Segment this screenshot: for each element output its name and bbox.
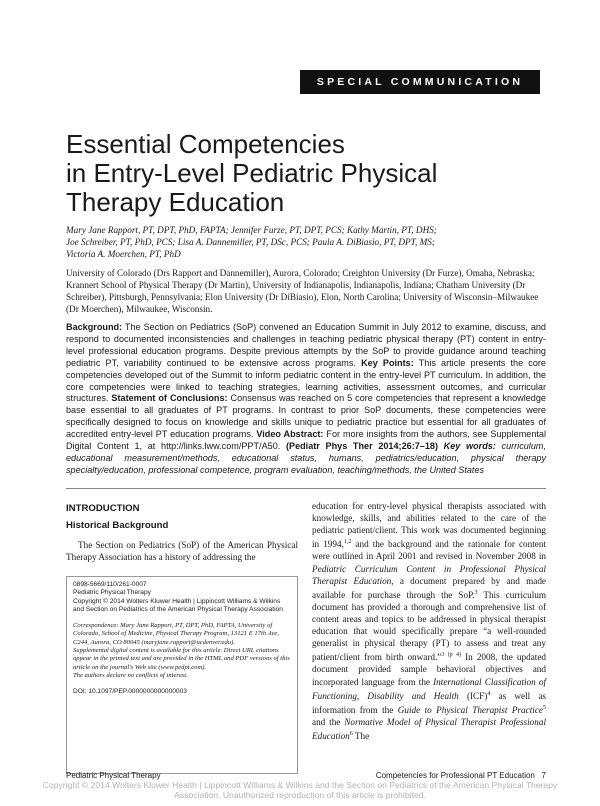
text-run: In 2008, the updated document provided sample behavioral objectives and incorporated language from the (312, 652, 546, 687)
keywords-label: Key words: (437, 441, 496, 452)
keypoints-label: Key Points: (355, 357, 414, 368)
doi[interactable]: DOI: 10.1097/PEP.0000000000000003 (73, 688, 187, 696)
text-run: The (352, 731, 370, 742)
journal-name: Pediatric Physical Therapy (73, 589, 151, 597)
text-run: and the (312, 716, 345, 727)
copyright-watermark: Copyright © 2014 Wolters Kluwer Health | Lippincott Williams & Wilkins and the Section on Pediatrics of the American Physical Therapy Association. Unauthorized reproduction of this article is prohibited. (42, 780, 558, 800)
left-column (66, 500, 298, 563)
italic-title: Pediatric Curriculum Content in Professional Physical Therapist Education (312, 563, 546, 586)
authors-line-1: Mary Jane Rapport, PT, DPT, PhD, FAPTA; Jennifer Furze, PT, DPT, PCS; Kathy Martin, PT, DHS; (66, 225, 437, 235)
footer-journal: Pediatric Physical Therapy (66, 771, 161, 780)
conclusions-text: Consensus was reached on 5 core competencies that represent a knowledge base essential to all graduates of PT programs. In contrast to prior SoP documents, these competencies were specifically designed to focus on knowledge and skills unique to pediatric practice but essential for all graduates of accredited entry-level PT education programs. (66, 393, 546, 440)
right-column (312, 500, 546, 742)
ref-sup: 5 (542, 704, 546, 711)
authors-line-3: Victoria A. Moerchen, PT, PhD (66, 249, 181, 259)
title-line-2: in Entry-Level Pediatric Physical (66, 158, 438, 188)
correspondence: Correspondence: Mary Jane Rapport, PT, DPT, PhD, FAPTA, University of Colorado, School of Medicine, Physical Therapy Program, 13121 E 17th Ave, C244, Aurora, CO 80045 (maryjane.rapport@ucdenver.edu). (73, 622, 279, 646)
abstract (66, 322, 546, 477)
article-info-box (66, 576, 298, 774)
italic-title: Normative Model of Physical Therapist Professional Education (312, 716, 546, 742)
conflicts-note: The authors declare no conflicts of interest. (73, 671, 188, 679)
page-footer (66, 771, 546, 780)
footer-title-text: Competencies for Professional PT Education (375, 771, 535, 780)
affiliations: University of Colorado (Drs Rapport and Dannemiller), Aurora, Colorado; Creighton University (Dr Furze), Omaha, Nebraska; Krannert School of Physical Therapy (Dr Martin), University of Indianapolis, Indianapolis, Indiana; Chatham University (Dr Schreiber), Pittsburgh, Pennsylvania; Elon University (Dr DiBiasio), Elon, North Carolina; University of Wisconsin–Milwaukee (Dr Moerchen), Milwaukee, Wisconsin. (66, 268, 539, 314)
copyright-notice: Copyright © 2014 Wolters Kluwer Health | Lippincott Williams & Wilkins and Section on Pediatrics of the American Physical Therapy Association (73, 597, 283, 613)
citation: (Pediatr Phys Ther 2014;26:7–18) (280, 441, 438, 452)
issn: 0898-5669/110/261-0007 (73, 581, 147, 588)
italic-title: International Classification of Functioning, Disability and Health (312, 676, 547, 701)
ref-sup: 4 (487, 690, 491, 697)
ref-sup: 3 (474, 589, 478, 596)
text-run: (ICF) (458, 690, 488, 701)
background-label: Background: (66, 322, 123, 332)
text-run: and the background and the rationale for content were outlined in April 2001 and revised in November 2008 in (312, 539, 546, 562)
ref-sup: 3 (p 4) (441, 652, 461, 659)
intro-heading: INTRODUCTION (66, 503, 140, 514)
intro-paragraph: The Section on Pediatrics (SoP) of the American Physical Therapy Association has a history of addressing the (66, 540, 298, 563)
ref-sup: 6 (349, 731, 353, 737)
divider (66, 488, 546, 489)
authors-line-2: Joe Schreiber, PT, PhD, PCS; Lisa A. Dannemiller, PT, DSc, PCS; Paula A. DiBiasio, PT, DPT, MS; (66, 237, 435, 247)
keypoints-text: This article presents the core competencies developed out of the Summit to inform pediatric content in the entry-level PT curriculum. In addition, the core competencies were linked to teaching strategies, learning activities, assessment outcomes, and curricular structures. (66, 357, 546, 404)
text-run: , a document prepared by and made available for purchase through the SoP. (312, 575, 546, 600)
footer-running-title (376, 771, 546, 780)
ref-sup: 1,2 (343, 539, 352, 546)
video-label: Video Abstract: (253, 429, 324, 440)
keywords-text: curriculum, educational measurement/methods, educational status, humans, pediatrics/education, physical therapy specialty/education, professional competence, program evaluation, teaching/methods, the United States (66, 441, 546, 475)
page-number: 7 (541, 771, 546, 780)
historical-heading: Historical Background (66, 520, 169, 531)
text-run: as well as information from the (312, 690, 547, 715)
title-line-3: Therapy Education (66, 187, 285, 217)
text-run: This curriculum document has provided a thorough and comprehensive list of content areas and topics to be addressed in physical therapist education that would specifically prepare “a well-rounded generalist in physical therapy (PT) to assess and treat any patient/client from birth onward.” (312, 589, 546, 663)
supplemental-note: Supplemental digital content is available for this article. Direct URL citations appear in the printed text and are provided in the HTML and PDF versions of this article on the journal's Web site (www.pedpt.com). (73, 647, 290, 671)
article-title (66, 130, 546, 217)
banner-label: SPECIAL COMMUNICATION (316, 76, 524, 88)
background-text: The Section on Pediatrics (SoP) convened an Education Summit in July 2012 to examine, discuss, and respond to documented inconsistencies and challenges in teaching pediatric physical therapy (PT) content in entry-level professional education programs. Despite previous attempts by the SoP to provide guidance around teaching pediatric PT, variability continued to be extensive across programs. (66, 322, 546, 368)
section-banner (300, 70, 540, 94)
conclusions-label: Statement of Conclusions: (108, 393, 228, 404)
author-list (66, 224, 546, 260)
text-run: education for entry-level physical therapists associated with knowledge, skills, and abilities related to the care of the pediatric patient/client. This work was documented beginning in 1994, (312, 501, 546, 550)
video-text[interactable]: For more insights from the authors, see Supplemental Digital Content 1, at http://links.lww.com/PPT/A50. (66, 429, 547, 452)
title-line-1: Essential Competencies (66, 129, 345, 159)
italic-title: Guide to Physical Therapist Practice (397, 704, 543, 715)
right-paragraph (312, 500, 546, 742)
